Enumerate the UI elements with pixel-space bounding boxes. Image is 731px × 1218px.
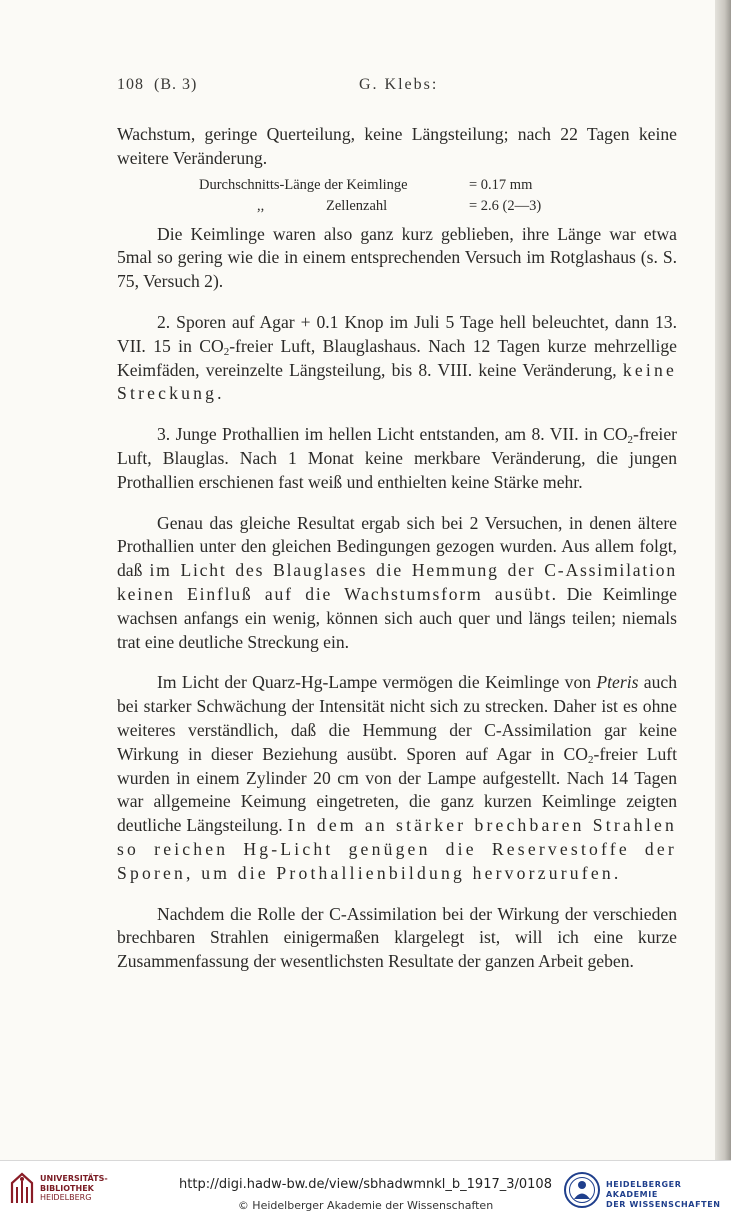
author-name: G. Klebs: — [359, 76, 439, 93]
footer-bar — [0, 1160, 731, 1218]
academy-name: HEIDELBERGER AKADEMIE DER WISSENSCHAFTEN — [606, 1180, 721, 1209]
emphasis-spaced: In dem an stärker brechbaren Strahlen so reichen Hg-Licht genügen die Reservestoffe der Sporen, um die Prothallienbildung hervorzurufen — [117, 815, 677, 883]
emphasis-spaced: im Licht des Blauglases die Hemmung der C-Assimilation keinen Einfluß auf die Wachstumsform ausübt — [117, 560, 677, 604]
paragraph: Genau das gleiche Resultat ergab sich bei 2 Versuchen, in denen ältere Prothallien unter den gleichen Bedingungen gezogen wurden. Aus allem folgt, daß im Licht des Blauglases die Hemmung der C-Assimilation keinen Einfluß auf die Wachstumsform ausübt. Die Keimlinge wachsen anfangs ein wenig, können sich auch quer und längs teilen; niemals trat eine deutliche Streckung ein. — [117, 512, 677, 652]
measurement-table — [199, 175, 677, 217]
paragraph: 2. Sporen auf Agar + 0.1 Knop im Juli 5 Tage hell beleuchtet, dann 13. VII. 15 in $CO_2$-freier Luft, Blauglashaus. Nach 12 Tagen kurze mehrzellige Keimfäden, vereinzelte Längsteilung, bis 8. VIII. keine Veränderung, keine Streckung. — [117, 311, 677, 404]
running-header — [117, 76, 677, 98]
measurement-label: Durchschnitts-Länge der Keimlinge — [199, 176, 408, 193]
university-library-name: UNIVERSITÄTS- BIBLIOTHEK HEIDELBERG — [40, 1174, 108, 1202]
page-edge — [715, 0, 731, 1160]
paragraph: Nachdem die Rolle der C-Assimilation bei der Wirkung der verschieden brechbaren Strahlen einigermaßen klargelegt ist, will ich eine kurze Zusammenfassung der wesentlichsten Resultate der ganzen Arbeit geben. — [117, 903, 677, 972]
measurement-label: ,, Zellenzahl — [257, 197, 388, 214]
taxon-name: Pteris — [596, 672, 639, 693]
emphasis-spaced: keine Streckung — [117, 359, 677, 404]
page-number: 108 (B. 3) — [117, 76, 198, 93]
academy-seal-icon — [563, 1171, 601, 1209]
copyright-notice: © Heidelberger Akademie der Wissenschaften — [237, 1199, 494, 1212]
measurement-value: = 2.6 (2—3) — [469, 197, 542, 214]
source-url[interactable]: http://digi.hadw-bw.de/view/sbhadwmnkl_b_1917_3/0108 — [179, 1177, 552, 1192]
paragraph: 3. Junge Prothallien im hellen Licht entstanden, am 8. VII. in $CO_2$-freier Luft, Blauglas. Nach 1 Monat keine merkbare Veränderung, die jungen Prothallien erschienen fast weiß und enthielten keine Stärke mehr. — [117, 424, 677, 492]
body-text — [117, 123, 677, 974]
measurement-row — [199, 196, 677, 217]
paragraph: Wachstum, geringe Querteilung, keine Längsteilung; nach 22 Tagen keine weitere Veränderung. — [117, 124, 677, 168]
paragraph: Die Keimlinge waren also ganz kurz geblieben, ihre Länge war etwa 5mal so gering wie die in einem entsprechenden Versuch im Rotglashaus (s. S. 75, Versuch 2). — [117, 223, 677, 292]
measurement-value: = 0.17 mm — [469, 176, 533, 193]
paragraph: Im Licht der Quarz-Hg-Lampe vermögen die Keimlinge von Pteris auch bei starker Schwächung der Intensität nicht sich zu strecken. Daher ist es ohne weiteres verständlich, daß die Hemmung der C-Assimilation gar keine Wirkung in dieser Beziehung ausübt. Sporen auf Agar in $CO_2$-freier Luft wurden in einem Zylinder 20 cm von der Lampe aufgestellt. Nach 14 Tagen war allgemeine Keimung eingetreten, die ganz kurzen Keimlinge zeigten deutliche Längsteilung. In dem an stärker brechbaren Strahlen so reichen Hg-Licht genügen die Reservestoffe der Sporen, um die Prothallienbildung hervorzurufen. — [117, 672, 677, 883]
measurement-row — [199, 175, 677, 196]
